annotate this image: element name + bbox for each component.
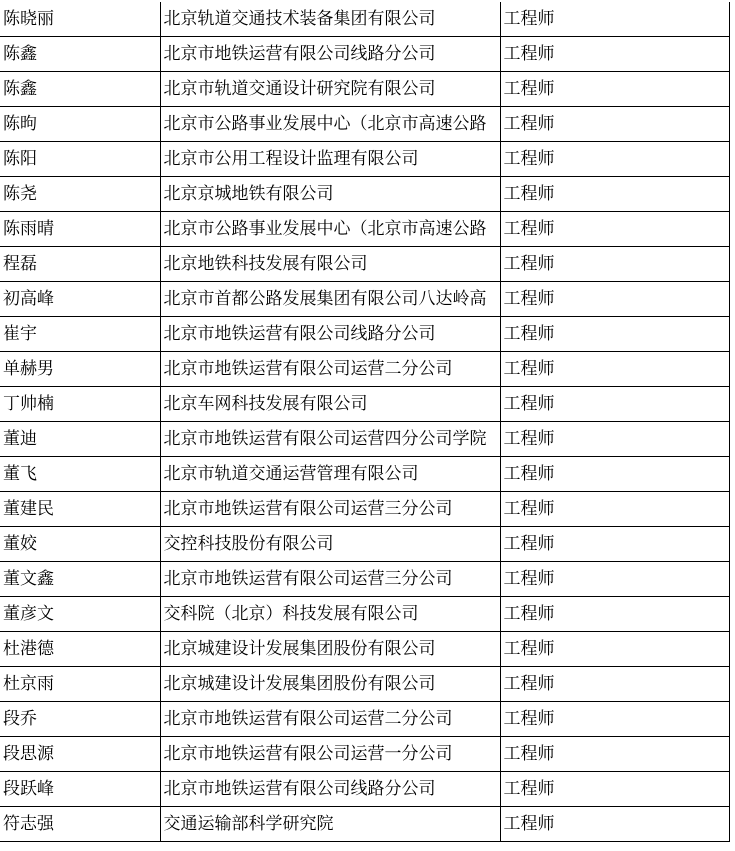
title-cell: 工程师 (500, 247, 729, 282)
organization-cell: 北京市地铁运营有限公司运营三分公司 (160, 492, 500, 527)
name-cell: 董迪 (0, 422, 160, 457)
table-row (0, 737, 729, 772)
organization-cell: 北京市首都公路发展集团有限公司八达岭高 (160, 282, 500, 317)
name-cell: 段跃峰 (0, 772, 160, 807)
organization-cell: 北京市公用工程设计监理有限公司 (160, 142, 500, 177)
name-cell: 陈鑫 (0, 37, 160, 72)
table-row (0, 352, 729, 387)
table-row (0, 107, 729, 142)
table-row (0, 387, 729, 422)
name-cell: 董文鑫 (0, 562, 160, 597)
name-cell: 单赫男 (0, 352, 160, 387)
name-cell: 陈鑫 (0, 72, 160, 107)
title-cell: 工程师 (500, 142, 729, 177)
title-cell: 工程师 (500, 72, 729, 107)
name-cell: 陈晓丽 (0, 2, 160, 37)
title-cell: 工程师 (500, 387, 729, 422)
organization-cell: 交通运输部科学研究院 (160, 807, 500, 842)
organization-cell: 交控科技股份有限公司 (160, 527, 500, 562)
table-row (0, 282, 729, 317)
table-row (0, 772, 729, 807)
organization-cell: 北京地铁科技发展有限公司 (160, 247, 500, 282)
organization-cell: 北京市公路事业发展中心（北京市高速公路 (160, 212, 500, 247)
name-cell: 段思源 (0, 737, 160, 772)
title-cell: 工程师 (500, 177, 729, 212)
title-cell: 工程师 (500, 282, 729, 317)
organization-cell: 北京市地铁运营有限公司运营二分公司 (160, 702, 500, 737)
organization-cell: 北京京城地铁有限公司 (160, 177, 500, 212)
title-cell: 工程师 (500, 107, 729, 142)
name-cell: 董飞 (0, 457, 160, 492)
organization-cell: 北京城建设计发展集团股份有限公司 (160, 667, 500, 702)
organization-cell: 北京城建设计发展集团股份有限公司 (160, 632, 500, 667)
title-cell: 工程师 (500, 422, 729, 457)
title-cell: 工程师 (500, 37, 729, 72)
organization-cell: 北京市地铁运营有限公司线路分公司 (160, 772, 500, 807)
name-cell: 陈雨晴 (0, 212, 160, 247)
name-cell: 杜京雨 (0, 667, 160, 702)
organization-cell: 北京市地铁运营有限公司线路分公司 (160, 317, 500, 352)
table-row (0, 492, 729, 527)
name-cell: 杜港德 (0, 632, 160, 667)
name-cell: 陈阳 (0, 142, 160, 177)
name-cell: 初高峰 (0, 282, 160, 317)
organization-cell: 北京车网科技发展有限公司 (160, 387, 500, 422)
table-row (0, 702, 729, 737)
name-cell: 段乔 (0, 702, 160, 737)
table-row (0, 632, 729, 667)
table-row (0, 562, 729, 597)
table-row (0, 2, 729, 37)
table-row (0, 247, 729, 282)
name-cell: 陈尧 (0, 177, 160, 212)
table-row (0, 72, 729, 107)
organization-cell: 北京市地铁运营有限公司运营四分公司学院 (160, 422, 500, 457)
table-row (0, 37, 729, 72)
name-cell: 陈昫 (0, 107, 160, 142)
title-cell: 工程师 (500, 632, 729, 667)
title-cell: 工程师 (500, 807, 729, 842)
title-cell: 工程师 (500, 492, 729, 527)
title-cell: 工程师 (500, 562, 729, 597)
name-cell: 丁帅楠 (0, 387, 160, 422)
title-cell: 工程师 (500, 352, 729, 387)
name-cell: 董建民 (0, 492, 160, 527)
name-cell: 程磊 (0, 247, 160, 282)
organization-cell: 北京市地铁运营有限公司线路分公司 (160, 37, 500, 72)
title-cell: 工程师 (500, 737, 729, 772)
table-row (0, 527, 729, 562)
title-cell: 工程师 (500, 702, 729, 737)
organization-cell: 北京市地铁运营有限公司运营二分公司 (160, 352, 500, 387)
table-row (0, 317, 729, 352)
table-row (0, 667, 729, 702)
title-cell: 工程师 (500, 772, 729, 807)
table-row (0, 177, 729, 212)
table-row (0, 807, 729, 842)
title-cell: 工程师 (500, 597, 729, 632)
organization-cell: 北京市地铁运营有限公司运营三分公司 (160, 562, 500, 597)
personnel-table (0, 2, 730, 842)
organization-cell: 北京市公路事业发展中心（北京市高速公路 (160, 107, 500, 142)
organization-cell: 北京市轨道交通运营管理有限公司 (160, 457, 500, 492)
name-cell: 符志强 (0, 807, 160, 842)
personnel-table-body (0, 2, 729, 842)
table-row (0, 597, 729, 632)
organization-cell: 交科院（北京）科技发展有限公司 (160, 597, 500, 632)
table-row (0, 142, 729, 177)
title-cell: 工程师 (500, 2, 729, 37)
organization-cell: 北京市轨道交通设计研究院有限公司 (160, 72, 500, 107)
title-cell: 工程师 (500, 317, 729, 352)
organization-cell: 北京轨道交通技术装备集团有限公司 (160, 2, 500, 37)
title-cell: 工程师 (500, 667, 729, 702)
table-row (0, 212, 729, 247)
organization-cell: 北京市地铁运营有限公司运营一分公司 (160, 737, 500, 772)
title-cell: 工程师 (500, 527, 729, 562)
title-cell: 工程师 (500, 212, 729, 247)
table-row (0, 457, 729, 492)
table-row (0, 422, 729, 457)
name-cell: 董姣 (0, 527, 160, 562)
name-cell: 崔宇 (0, 317, 160, 352)
title-cell: 工程师 (500, 457, 729, 492)
name-cell: 董彦文 (0, 597, 160, 632)
